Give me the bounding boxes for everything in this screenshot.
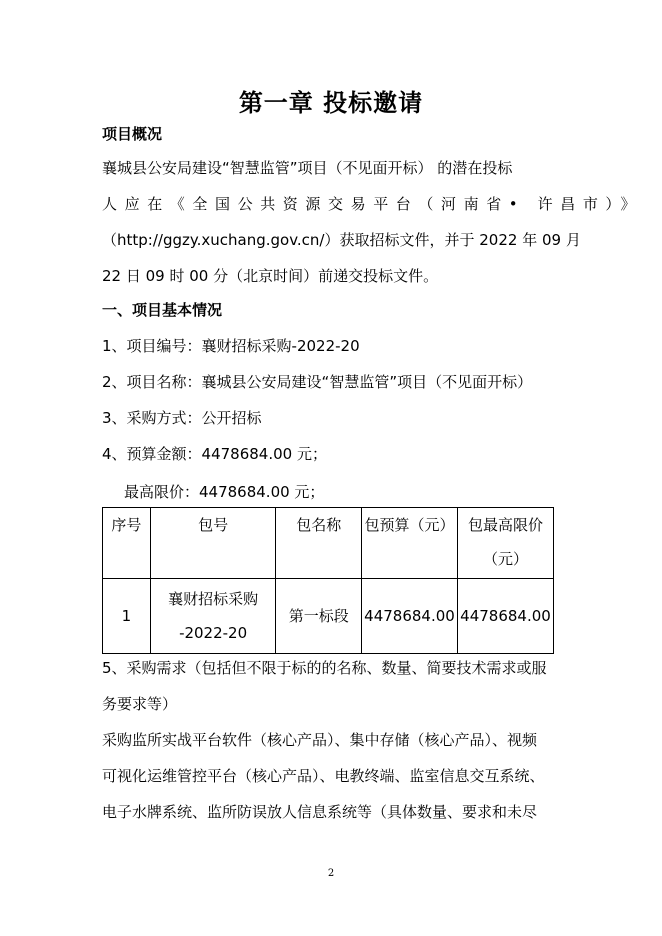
overview-line-2: 人应在《全国公共资源交易平台（河南省• 许昌市）》 bbox=[102, 195, 644, 213]
item-max-price: 最高限价：4478684.00 元； bbox=[124, 483, 325, 501]
item-project-name: 2、项目名称：襄城县公安局建设“智慧监管”项目（不见面开标） bbox=[102, 373, 533, 391]
header-max-price-line-1: 包最高限价 bbox=[467, 516, 543, 534]
item-budget: 4、预算金额：4478684.00 元； bbox=[102, 445, 327, 463]
overview-heading: 项目概况 bbox=[102, 125, 163, 143]
item-project-number: 1、项目编号：襄财招标采购-2022-20 bbox=[102, 337, 360, 355]
demand-line-3: 电子水牌系统、监所防误放人信息系统等（具体数量、要求和未尽 bbox=[102, 803, 538, 821]
cell-package-no bbox=[150, 579, 276, 654]
overview-line-4: 22 日 09 时 00 分（北京时间）前递交投标文件。 bbox=[102, 267, 439, 285]
cell-package-max-price: 4478684.00 bbox=[458, 579, 554, 654]
header-package-no: 包号 bbox=[150, 508, 276, 579]
demand-line-1: 采购监所实战平台软件（核心产品）、集中存储（核心产品）、视频 bbox=[102, 731, 538, 749]
cell-package-no-line-1: 襄财招标采购 bbox=[168, 590, 259, 608]
demand-line-2: 可视化运维管控平台（核心产品）、电教终端、监室信息交互系统、 bbox=[102, 767, 545, 785]
item5-line-2: 务要求等） bbox=[102, 695, 178, 713]
budget-table bbox=[102, 507, 554, 654]
item5-line-1: 5、采购需求（包括但不限于标的的名称、数量、简要技术需求或服 bbox=[102, 659, 547, 677]
overview-line-1: 襄城县公安局建设“智慧监管”项目（不见面开标） 的潜在投标 bbox=[102, 159, 513, 177]
cell-package-no-line-2: -2022-20 bbox=[179, 624, 248, 642]
cell-index: 1 bbox=[103, 579, 151, 654]
header-package-max-price bbox=[458, 508, 554, 579]
header-index: 序号 bbox=[103, 508, 151, 579]
section-1-heading: 一、项目基本情况 bbox=[102, 301, 223, 319]
item-procurement-method: 3、采购方式：公开招标 bbox=[102, 409, 262, 427]
table-header-row bbox=[103, 508, 554, 579]
table-row bbox=[103, 579, 554, 654]
header-package-name: 包名称 bbox=[276, 508, 362, 579]
overview-line-3: （http://ggzy.xuchang.gov.cn/）获取招标文件，并于 2022 年 09 月 bbox=[102, 231, 581, 249]
chapter-title: 第一章 投标邀请 bbox=[238, 89, 424, 117]
page-number: 2 bbox=[327, 868, 335, 879]
header-package-budget: 包预算（元） bbox=[362, 508, 458, 579]
cell-package-name: 第一标段 bbox=[276, 579, 362, 654]
cell-package-budget: 4478684.00 bbox=[362, 579, 458, 654]
header-max-price-line-2: （元） bbox=[482, 550, 528, 568]
